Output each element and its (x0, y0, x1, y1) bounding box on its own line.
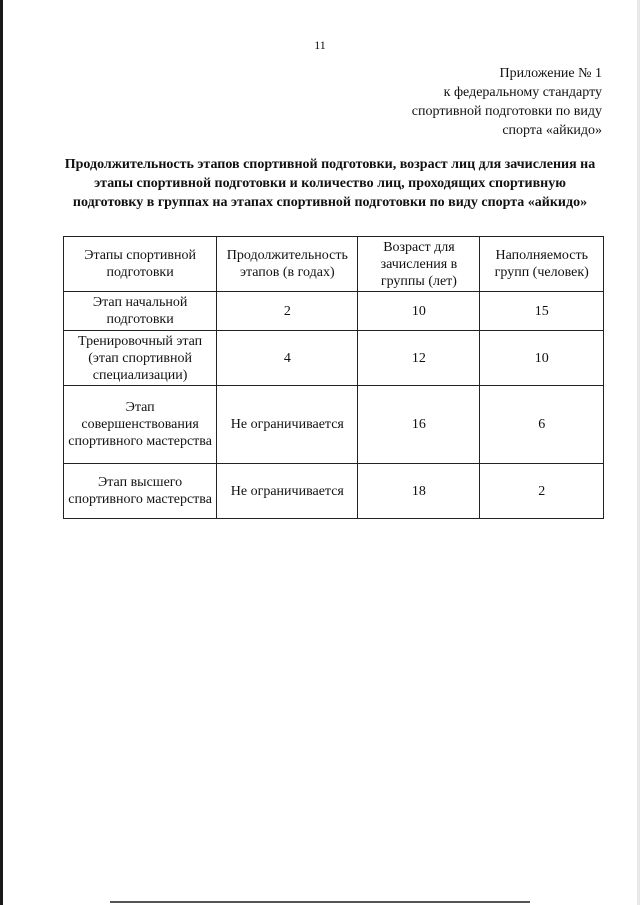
stage-cell: Этап начальной подготовки (64, 292, 217, 331)
table-row (64, 292, 604, 331)
column-header-age: Возраст для зачисления в группы (лет) (358, 237, 480, 292)
table-row (64, 464, 604, 519)
stage-cell: Этап высшего спортивного мастерства (64, 464, 217, 519)
table-row (64, 386, 604, 464)
table-header-row (64, 237, 604, 292)
group-size-cell: 10 (480, 331, 604, 386)
group-size-cell: 6 (480, 386, 604, 464)
appendix-line: Приложение № 1 (499, 66, 602, 81)
page-number: 11 (314, 38, 326, 52)
appendix-line: к федеральному стандарту (443, 85, 602, 100)
appendix-line: спорта «айкидо» (502, 123, 602, 138)
age-cell: 10 (358, 292, 480, 331)
appendix-line: спортивной подготовки по виду (411, 104, 602, 119)
column-header-stage: Этапы спортивной подготовки (64, 237, 217, 292)
table-row (64, 331, 604, 386)
group-size-cell: 2 (480, 464, 604, 519)
column-header-group-size: Наполняемость групп (человек) (480, 237, 604, 292)
column-header-duration: Продолжительность этапов (в годах) (217, 237, 358, 292)
duration-cell: 2 (217, 292, 358, 331)
appendix-header (412, 64, 602, 140)
stage-cell: Этап совершенствования спортивного мастерства (64, 386, 217, 464)
scan-border-left (0, 0, 3, 905)
age-cell: 16 (358, 386, 480, 464)
scan-border-bottom (110, 901, 530, 903)
age-cell: 12 (358, 331, 480, 386)
duration-cell: Не ограничивается (217, 464, 358, 519)
document-title: Продолжительность этапов спортивной подготовки, возраст лиц для зачисления на этапы спортивной подготовки и количество лиц, проходящих спортивную подготовку в группах на этапах спортивной подготовки по виду спорта «айкидо» (64, 157, 596, 210)
group-size-cell: 15 (480, 292, 604, 331)
duration-cell: 4 (217, 331, 358, 386)
duration-cell: Не ограничивается (217, 386, 358, 464)
stage-cell: Тренировочный этап (этап спортивной специализации) (64, 331, 217, 386)
age-cell: 18 (358, 464, 480, 519)
stages-table (63, 236, 604, 519)
